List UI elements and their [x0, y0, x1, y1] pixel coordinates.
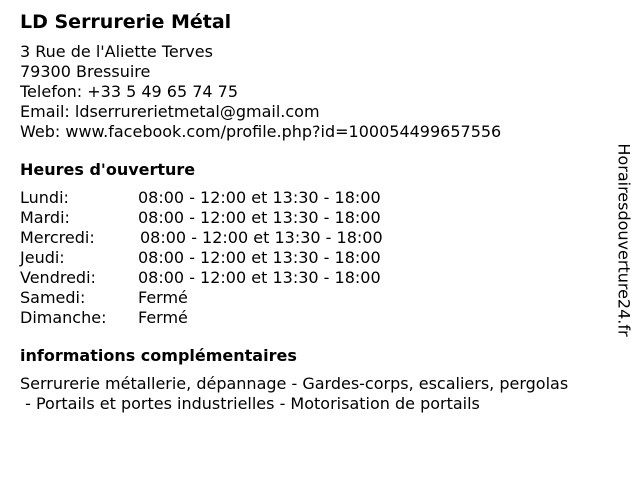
day-hours: 08:00 - 12:00 et 13:30 - 18:00	[138, 268, 381, 287]
address-city: 79300 Bressuire	[20, 62, 151, 81]
info-description	[20, 374, 616, 414]
website-link: Web: www.facebook.com/profile.php?id=100054499657556	[20, 122, 502, 141]
day-hours: 08:00 - 12:00 et 13:30 - 18:00	[138, 208, 381, 227]
hours-row-saturday	[20, 288, 616, 308]
hours-row-wednesday	[20, 228, 616, 248]
opening-hours-table	[20, 188, 616, 328]
day-label: Dimanche:	[20, 308, 107, 327]
business-name: LD Serrurerie Métal	[20, 11, 232, 33]
day-hours: Fermé	[138, 288, 188, 307]
address-street: 3 Rue de l'Aliette Terves	[20, 42, 213, 61]
day-label: Lundi:	[20, 188, 69, 207]
business-card	[20, 8, 616, 414]
day-label: Vendredi:	[20, 268, 96, 287]
site-watermark: Horairesdouverture24.fr	[614, 143, 634, 337]
day-label: Mercredi:	[20, 228, 95, 247]
day-hours: 08:00 - 12:00 et 13:30 - 18:00	[138, 188, 381, 207]
hours-row-sunday	[20, 308, 616, 328]
day-label: Jeudi:	[20, 248, 65, 267]
hours-row-friday	[20, 268, 616, 288]
email-address: Email: ldserrurerietmetal@gmail.com	[20, 102, 320, 121]
hours-heading: Heures d'ouverture	[20, 160, 196, 179]
day-label: Samedi:	[20, 288, 86, 307]
phone-number: Telefon: +33 5 49 65 74 75	[20, 82, 239, 101]
day-hours: 08:00 - 12:00 et 13:30 - 18:00	[140, 228, 383, 247]
info-line-2: - Portails et portes industrielles - Motorisation de portails	[20, 394, 480, 413]
hours-row-thursday	[20, 248, 616, 268]
hours-row-tuesday	[20, 208, 616, 228]
hours-row-monday	[20, 188, 616, 208]
info-heading: informations complémentaires	[20, 346, 297, 365]
info-line-1: Serrurerie métallerie, dépannage - Gardes-corps, escaliers, pergolas	[20, 374, 569, 393]
day-label: Mardi:	[20, 208, 70, 227]
day-hours: Fermé	[138, 308, 188, 327]
day-hours: 08:00 - 12:00 et 13:30 - 18:00	[138, 248, 381, 267]
